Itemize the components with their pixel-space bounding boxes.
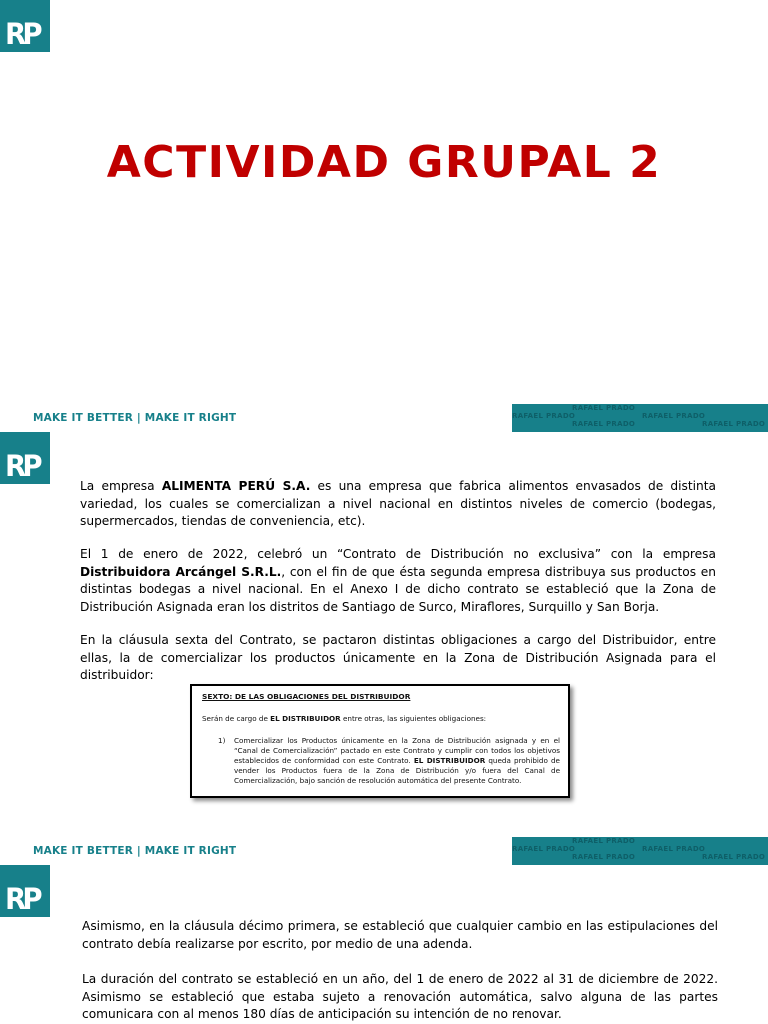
- logo-text: RP: [5, 449, 39, 483]
- watermark-text: RAFAEL PRADO: [642, 412, 706, 420]
- slide-3: [0, 865, 768, 1024]
- distributor-name: Distribuidora Arcángel S.R.L.: [80, 564, 282, 579]
- clause-item-text: Comercializar los Productos únicamente en la Zona de Distribución asignada y en el “Canal de Comercialización” pactado en este Contrato y cumplir con todos los objetivos establecidos de conformidad con este Contrato. EL DISTRIBUIDOR queda prohibido de vender los Productos fuera de la Zona de Distribución y/o fuera del Canal de Comercialización, bajo sanción de resolución automática del presente Contrato.: [234, 736, 560, 785]
- watermark-text: RAFAEL PRADO: [572, 420, 636, 428]
- rp-logo: [0, 865, 50, 917]
- duration-paragraph: La duración del contrato se estableció en un año, del 1 de enero de 2022 al 31 de diciembre de 2022. Asimismo se estableció que estaba sujeto a renovación automática, salvo alguna de las partes comunicara con al menos 180 días de anticipación su intención de no renovar.: [82, 972, 718, 1022]
- watermark-text: RAFAEL PRADO: [702, 420, 766, 428]
- watermark-band: [512, 837, 768, 865]
- clause-item-number: 1): [218, 736, 226, 745]
- logo-text: RP: [5, 17, 39, 51]
- slide-1: [0, 0, 768, 432]
- contract-clause-excerpt: [190, 684, 570, 798]
- logo-text: RP: [5, 882, 39, 916]
- clause-paragraph: En la cláusula sexta del Contrato, se pactaron distintas obligaciones a cargo del Distribuidor, entre ellas, la de comercializar los productos únicamente en la Zona de Distribución Asignada para el distribuidor:: [80, 633, 716, 683]
- rp-logo: [0, 432, 50, 484]
- rp-logo: [0, 0, 50, 52]
- watermark-text: RAFAEL PRADO: [642, 845, 706, 853]
- watermark-text: RAFAEL PRADO: [572, 404, 636, 412]
- clause-heading: SEXTO: DE LAS OBLIGACIONES DEL DISTRIBUIDOR: [202, 692, 411, 701]
- watermark-text: RAFAEL PRADO: [512, 845, 576, 853]
- contract-paragraph: El 1 de enero de 2022, celebró un “Contrato de Distribución no exclusiva” con la empresa Distribuidora Arcángel S.R.L., con el fin de que ésta segunda empresa distribuya sus productos en distintas bodegas a nivel nacional. En el Anexo I de dicho contrato se estableció que la Zona de Distribución Asignada eran los distritos de Santiago de Surco, Miraflores, Surquillo y San Borja.: [80, 547, 716, 614]
- slide-2: [0, 432, 768, 865]
- watermark-text: RAFAEL PRADO: [512, 412, 576, 420]
- slide-title: ACTIVIDAD GRUPAL 2: [106, 137, 662, 188]
- watermark-band: [512, 404, 768, 432]
- amendment-paragraph: Asimismo, en la cláusula décimo primera, se estableció que cualquier cambio en las estipulaciones del contrato debía realizarse por escrito, por medio de una adenda.: [82, 919, 718, 951]
- clause-intro: Serán de cargo de EL DISTRIBUIDOR entre otras, las siguientes obligaciones:: [202, 714, 487, 723]
- watermark-text: RAFAEL PRADO: [572, 853, 636, 861]
- company-name: ALIMENTA PERÚ S.A.: [161, 479, 311, 493]
- watermark-text: RAFAEL PRADO: [572, 837, 636, 845]
- tagline: MAKE IT BETTER | MAKE IT RIGHT: [33, 845, 237, 857]
- intro-paragraph: La empresa ALIMENTA PERÚ S.A. es una empresa que fabrica alimentos envasados de distinta variedad, los cuales se comercializan a nivel nacional en distintos niveles de comercio (bodegas, supermercados, tiendas de conveniencia, etc).: [80, 479, 717, 529]
- watermark-text: RAFAEL PRADO: [702, 853, 766, 861]
- tagline: MAKE IT BETTER | MAKE IT RIGHT: [33, 412, 237, 424]
